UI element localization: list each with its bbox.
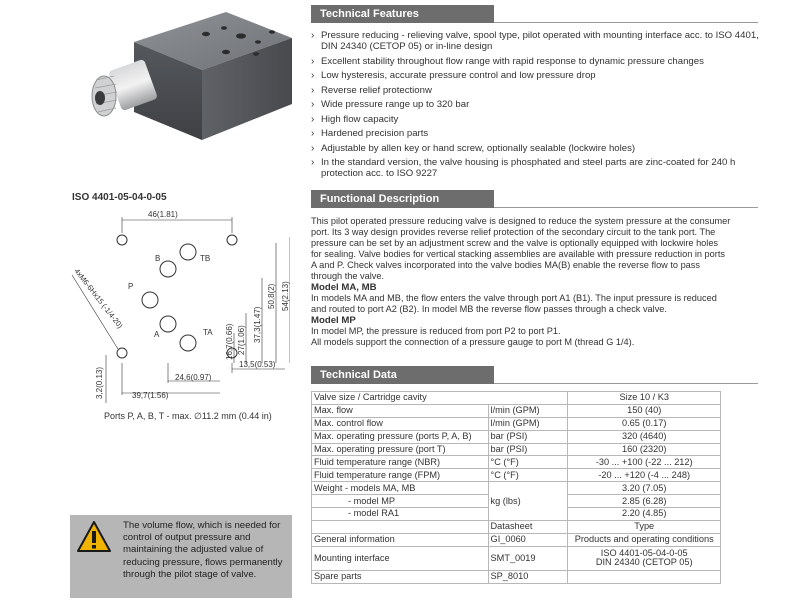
valve-product-image	[86, 4, 296, 154]
functional-description-header: Functional Description	[311, 190, 494, 208]
table-row	[312, 456, 721, 469]
feature-item: › Wide pressure range up to 320 bar	[311, 99, 771, 110]
datasheet-code: SP_8010	[488, 570, 568, 583]
dim-16-7: 16,7(0.66)	[225, 323, 234, 360]
datasheet-type: Products and operating conditions	[568, 533, 721, 546]
weight-label: - model RA1	[312, 508, 489, 521]
dim-13-5: 13,5(0.53)	[239, 360, 276, 369]
dim-39-7: 39,7(1.56)	[132, 391, 169, 400]
port-ta-label: TA	[203, 328, 213, 337]
table-row	[312, 417, 721, 430]
port-a-label: A	[154, 330, 160, 339]
row-unit: l/min (GPM)	[488, 404, 568, 417]
table-row	[312, 546, 721, 570]
iso-interface-title: ISO 4401-05-04-0-05	[72, 192, 167, 203]
warning-icon	[77, 521, 111, 553]
row-label: Mounting interface	[312, 546, 489, 570]
table-row	[312, 469, 721, 482]
feature-item: › High flow capacity	[311, 114, 771, 125]
port-tb-label: TB	[200, 254, 211, 263]
datasheet-type	[568, 546, 721, 570]
row-label: Max. control flow	[312, 417, 489, 430]
technical-data-table	[311, 391, 721, 584]
description-intro: This pilot operated pressure reducing valve is designed to reduce the system pressure at the consumer port. Its 3 way design provides reverse relief protection of the secondary circuit to the tank port. The pressure can be set by an adjustment screw and the valve is optionally equipped with lockwire holes for sealing. Valve bodies for vertical stacking assemblies are available with pressure reduction in ports A and P. Check valves incorporated into the valve bodies MA(B) enable the reverse flow to pass through the valve.	[311, 216, 731, 281]
description-closing: All models support the connection of a pressure gauge to port M (thread G 1/4).	[311, 337, 635, 347]
row-value: -20 ... +120 (-4 ... 248)	[568, 469, 721, 482]
ports-caption: Ports P, A, B, T - max. ∅11.2 mm (0.44 in)	[104, 411, 272, 421]
row-value: 150 (40)	[568, 404, 721, 417]
row-value: -30 ... +100 (-22 ... 212)	[568, 456, 721, 469]
dim-27: 27(1.06)	[237, 325, 246, 355]
row-label: Max. flow	[312, 404, 489, 417]
dim-24-6: 24,6(0.97)	[175, 373, 212, 382]
row-label: Max. operating pressure (port T)	[312, 443, 489, 456]
table-row	[312, 570, 721, 583]
model-ma-text: In models MA and MB, the flow enters the valve through port A1 (B1). The input pressure is reduced and routed to port A2 (B2). In model MB the reverse flow passes through a check valve.	[311, 293, 717, 314]
table-row	[312, 430, 721, 443]
warning-text: The volume flow, which is needed for control of output pressure and maintaining the adjusted value of reducing pressure, flows permanently through the pilot stage of valve.	[123, 520, 283, 580]
model-mp-text: In model MP, the pressure is reduced from port P2 to port P1.	[311, 326, 561, 336]
weight-value: 2.20 (4.85)	[568, 508, 721, 521]
port-b-label: B	[155, 254, 161, 263]
warning-box	[70, 515, 292, 598]
weight-label: - model MP	[312, 495, 489, 508]
datasheet-type-line: ISO 4401-05-04-0-05	[600, 547, 688, 558]
row-label: Spare parts	[312, 570, 489, 583]
weight-label: Weight - models MA, MB	[312, 482, 489, 495]
row-label: Fluid temperature range (FPM)	[312, 469, 489, 482]
table-header-row	[312, 392, 721, 405]
mounting-interface-drawing	[60, 203, 290, 418]
section-divider	[494, 22, 758, 23]
model-ma-heading: Model MA, MB	[311, 282, 377, 293]
technical-features-list	[311, 30, 771, 183]
weight-value: 2.85 (6.28)	[568, 495, 721, 508]
section-divider	[494, 207, 758, 208]
row-unit: bar (PSI)	[488, 430, 568, 443]
thread-callout: 4xM6-6Hx15 (-1/4-20)	[72, 266, 125, 331]
row-value: 0.65 (0.17)	[568, 417, 721, 430]
feature-item: › Pressure reducing - relieving valve, spool type, pilot operated with mounting interface acc. to ISO 4401, DIN 24340 (CETOP 05) or in-line design	[311, 30, 771, 52]
row-value: 320 (4640)	[568, 430, 721, 443]
datasheet-code: SMT_0019	[488, 546, 568, 570]
dim-50-8: 50,8(2)	[267, 283, 276, 309]
port-p-label: P	[128, 282, 134, 291]
weight-unit: kg (lbs)	[488, 482, 568, 521]
feature-item: › Reverse relief protectionw	[311, 85, 771, 96]
row-label: General information	[312, 533, 489, 546]
table-header-cell: Datasheet	[488, 520, 568, 533]
row-unit: l/min (GPM)	[488, 417, 568, 430]
datasheet-type-line: DIN 24340 (CETOP 05)	[595, 557, 693, 568]
technical-data-header: Technical Data	[311, 366, 494, 384]
feature-item: › Excellent stability throughout flow range with rapid response to dynamic pressure changes	[311, 56, 771, 67]
feature-item: › Low hysteresis, accurate pressure control and low pressure drop	[311, 70, 771, 81]
table-header-cell	[312, 520, 489, 533]
datasheet-header-row	[312, 520, 721, 533]
row-unit: °C (°F)	[488, 456, 568, 469]
feature-item: › Adjustable by allen key or hand screw, optionally sealable (lockwire holes)	[311, 143, 771, 154]
row-label: Max. operating pressure (ports P, A, B)	[312, 430, 489, 443]
table-header-cell: Valve size / Cartridge cavity	[312, 392, 568, 405]
dim-46: 46(1.81)	[148, 210, 178, 219]
table-row	[312, 443, 721, 456]
functional-description	[311, 216, 731, 348]
datasheet-code: GI_0060	[488, 533, 568, 546]
feature-item: › In the standard version, the valve housing is phosphated and steel parts are zinc-coated for 240 h protection acc. to ISO 9227	[311, 157, 771, 179]
row-value: 160 (2320)	[568, 443, 721, 456]
datasheet-type	[568, 570, 721, 583]
dim-3-2: 3,2(0.13)	[95, 366, 104, 399]
section-divider	[494, 383, 758, 384]
dim-54: 54(2.13)	[281, 281, 290, 311]
table-row	[312, 482, 721, 495]
weight-value: 3.20 (7.05)	[568, 482, 721, 495]
dim-37-3: 37,3(1.47)	[253, 306, 262, 343]
table-row	[312, 533, 721, 546]
row-unit: °C (°F)	[488, 469, 568, 482]
technical-features-header: Technical Features	[311, 5, 494, 23]
table-header-cell: Type	[568, 520, 721, 533]
feature-item: › Hardened precision parts	[311, 128, 771, 139]
row-label: Fluid temperature range (NBR)	[312, 456, 489, 469]
table-header-cell: Size 10 / K3	[568, 392, 721, 405]
model-mp-heading: Model MP	[311, 315, 356, 326]
row-unit: bar (PSI)	[488, 443, 568, 456]
table-row	[312, 404, 721, 417]
